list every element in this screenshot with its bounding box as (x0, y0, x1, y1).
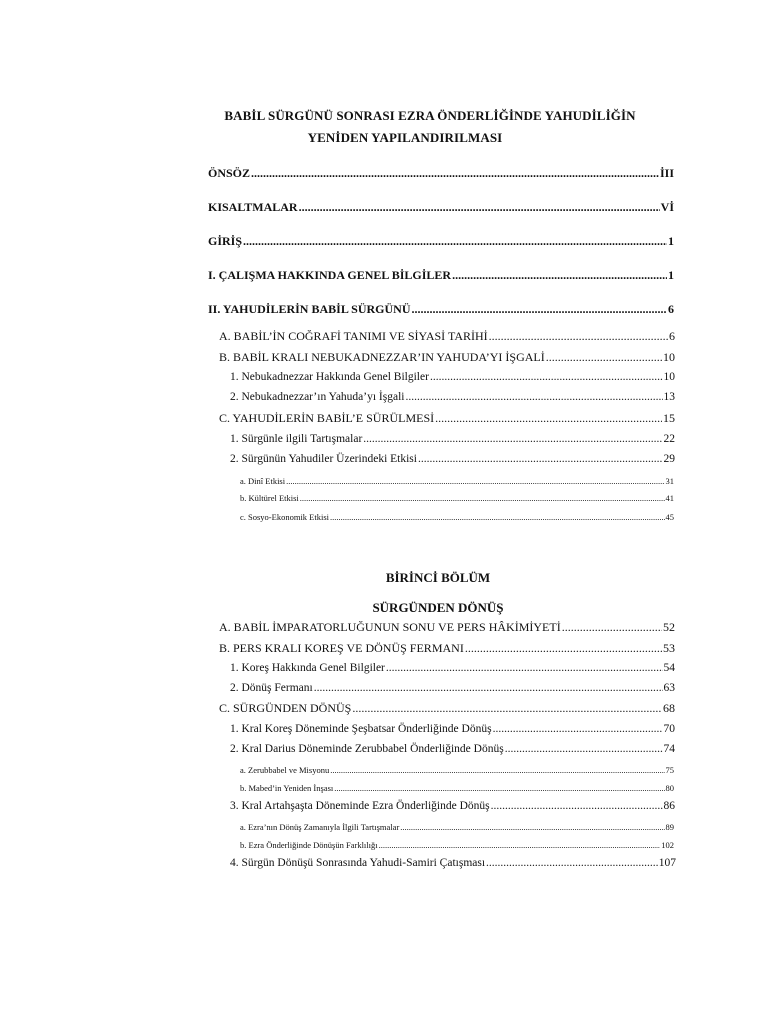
dot-leader (493, 723, 663, 735)
toc-entry[interactable] (219, 701, 675, 717)
toc-entry-page: 54 (663, 662, 675, 674)
toc-entry[interactable] (230, 682, 675, 698)
toc-entry-page: 52 (663, 620, 675, 634)
toc-entry-page: 63 (663, 682, 675, 694)
toc-entry-label: a. Zerubbabel ve Misyonu (240, 765, 330, 775)
toc-entry-page: 6 (668, 302, 674, 316)
toc-entry-page: Vİ (660, 200, 674, 214)
dot-leader (435, 411, 662, 426)
dot-leader (400, 822, 664, 832)
toc-entry-page: 86 (663, 800, 675, 812)
toc-entry-onsoz[interactable] (208, 166, 674, 182)
toc-entry-label: 2. Kral Darius Döneminde Zerubbabel Önderliğinde Dönüş (230, 743, 504, 755)
toc-entry[interactable] (240, 840, 674, 852)
toc-entry-label: 2. Nebukadnezzar’ın Yahuda’yı İşgali (230, 391, 405, 403)
toc-entry-label: 3. Kral Artahşaşta Döneminde Ezra Önderliğinde Dönüş (230, 800, 490, 812)
dot-leader (491, 800, 663, 812)
toc-entry[interactable] (240, 512, 674, 524)
toc-entry[interactable] (240, 765, 674, 777)
toc-entry-label: 1. Nebukadnezzar Hakkında Genel Bilgiler (230, 371, 429, 383)
dot-leader (363, 433, 662, 445)
chapter-subheading: SÜRGÜNDEN DÖNÜŞ (372, 600, 504, 615)
dot-leader (314, 682, 663, 694)
dot-leader (334, 783, 664, 793)
toc-entry[interactable] (230, 433, 675, 449)
toc-entry-label: C. SÜRGÜNDEN DÖNÜŞ (219, 701, 352, 715)
toc-entry-label: c. Sosyo-Ekonomik Etkisi (240, 512, 330, 522)
toc-entry-label: a. Dinî Etkisi (240, 476, 286, 486)
toc-entry-page: 102 (661, 840, 674, 850)
dot-leader (546, 350, 662, 365)
toc-entry-section-2[interactable] (208, 302, 674, 318)
toc-entry-label: A. BABİL İMPARATORLUĞUNUN SONU VE PERS HÂKİMİYETİ (219, 620, 561, 634)
dot-leader (286, 476, 664, 486)
dot-leader (562, 620, 662, 635)
toc-entry-label: A. BABİL’İN COĞRAFİ TANIMI VE SİYASİ TARİHİ (219, 329, 488, 343)
toc-entry-page: 41 (665, 493, 674, 503)
toc-entry-label: GİRİŞ (208, 234, 243, 248)
toc-entry[interactable] (219, 329, 675, 345)
toc-entry[interactable] (219, 411, 675, 427)
toc-entry-page: 22 (663, 433, 675, 445)
toc-entry-page: 74 (663, 743, 675, 755)
dot-leader (386, 662, 663, 674)
toc-entry-label: KISALTMALAR (208, 200, 298, 214)
toc-entry[interactable] (230, 723, 675, 739)
toc-entry-page: 75 (665, 765, 674, 775)
dot-leader (452, 268, 667, 283)
toc-entry[interactable] (240, 783, 674, 795)
toc-entry[interactable] (230, 857, 676, 873)
dot-leader (505, 743, 663, 755)
document-title: BABİL SÜRGÜNÜ SONRASI EZRA ÖNDERLİĞİNDE YAHUDİLİĞİN (224, 108, 636, 123)
dot-leader (299, 200, 660, 215)
toc-entry[interactable] (230, 662, 675, 678)
toc-entry-label: C. YAHUDİLERİN BABİL’E SÜRÜLMESİ (219, 411, 435, 425)
toc-entry-label: B. BABİL KRALI NEBUKADNEZZAR’IN YAHUDA’YI İŞGALİ (219, 350, 545, 364)
toc-entry-label: 1. Sürgünle ilgili Tartışmalar (230, 433, 363, 445)
toc-entry[interactable] (240, 822, 674, 834)
toc-entry-label: b. Ezra Önderliğinde Dönüşün Farklılığı (240, 840, 378, 850)
toc-entry-kisaltmalar[interactable] (208, 200, 674, 216)
toc-entry[interactable] (240, 476, 674, 488)
toc-entry-page: 1 (668, 268, 674, 282)
toc-entry-page: 10 (663, 371, 675, 383)
toc-entry-label: 2. Sürgünün Yahudiler Üzerindeki Etkisi (230, 453, 417, 465)
dot-leader (379, 840, 661, 850)
toc-entry-page: 6 (669, 329, 675, 343)
toc-entry[interactable] (230, 391, 675, 407)
toc-entry-label: a. Ezra’nın Dönüş Zamanıyla İlgili Tartışmalar (240, 822, 400, 832)
dot-leader (412, 302, 668, 317)
dot-leader (251, 166, 659, 181)
toc-entry-label: b. Kültürel Etkisi (240, 493, 299, 503)
toc-entry-label: 1. Koreş Hakkında Genel Bilgiler (230, 662, 385, 674)
toc-entry-page: 1 (668, 234, 674, 248)
toc-entry-page: 15 (663, 411, 675, 425)
toc-entry-page: İII (659, 166, 674, 180)
toc-entry-page: 107 (658, 857, 676, 869)
toc-entry[interactable] (230, 371, 675, 387)
document-title-continued: YENİDEN YAPILANDIRILMASI (307, 130, 503, 145)
dot-leader (330, 765, 664, 775)
dot-leader (465, 641, 662, 656)
toc-entry[interactable] (219, 641, 675, 657)
toc-entry[interactable] (230, 743, 675, 759)
toc-entry[interactable] (230, 800, 675, 816)
toc-entry-label: I. ÇALIŞMA HAKKINDA GENEL BİLGİLER (208, 268, 452, 282)
toc-entry[interactable] (219, 620, 675, 636)
toc-entry-page: 70 (663, 723, 675, 735)
toc-entry-label: 1. Kral Koreş Döneminde Şeşbatsar Önderliğinde Dönüş (230, 723, 492, 735)
toc-entry-label: ÖNSÖZ (208, 166, 251, 180)
dot-leader (352, 701, 662, 716)
toc-entry-page: 31 (665, 476, 674, 486)
toc-entry-label: 4. Sürgün Dönüşü Sonrasında Yahudi-Samiri Çatışması (230, 857, 486, 869)
toc-entry[interactable] (240, 493, 674, 505)
dot-leader (430, 371, 663, 383)
toc-entry[interactable] (219, 350, 675, 366)
toc-entry-section-1[interactable] (208, 268, 674, 284)
toc-entry[interactable] (230, 453, 675, 469)
toc-entry-page: 89 (665, 822, 674, 832)
toc-entry-page: 45 (665, 512, 674, 522)
dot-leader (405, 391, 662, 403)
dot-leader (486, 857, 658, 869)
toc-entry-page: 29 (663, 453, 675, 465)
dot-leader (330, 512, 664, 522)
dot-leader (489, 329, 668, 344)
toc-entry-page: 10 (663, 350, 675, 364)
toc-entry-giris[interactable] (208, 234, 674, 250)
toc-entry-label: 2. Dönüş Fermanı (230, 682, 313, 694)
chapter-heading: BİRİNCİ BÖLÜM (385, 570, 491, 585)
toc-entry-label: II. YAHUDİLERİN BABİL SÜRGÜNÜ (208, 302, 411, 316)
toc-entry-page: 53 (663, 641, 675, 655)
dot-leader (418, 453, 663, 465)
toc-entry-label: b. Mabed’in Yeniden İnşası (240, 783, 334, 793)
toc-entry-page: 68 (663, 701, 675, 715)
dot-leader (300, 493, 665, 503)
toc-entry-page: 13 (663, 391, 675, 403)
toc-entry-label: B. PERS KRALI KOREŞ VE DÖNÜŞ FERMANI (219, 641, 464, 655)
dot-leader (243, 234, 667, 249)
toc-entry-page: 80 (665, 783, 674, 793)
